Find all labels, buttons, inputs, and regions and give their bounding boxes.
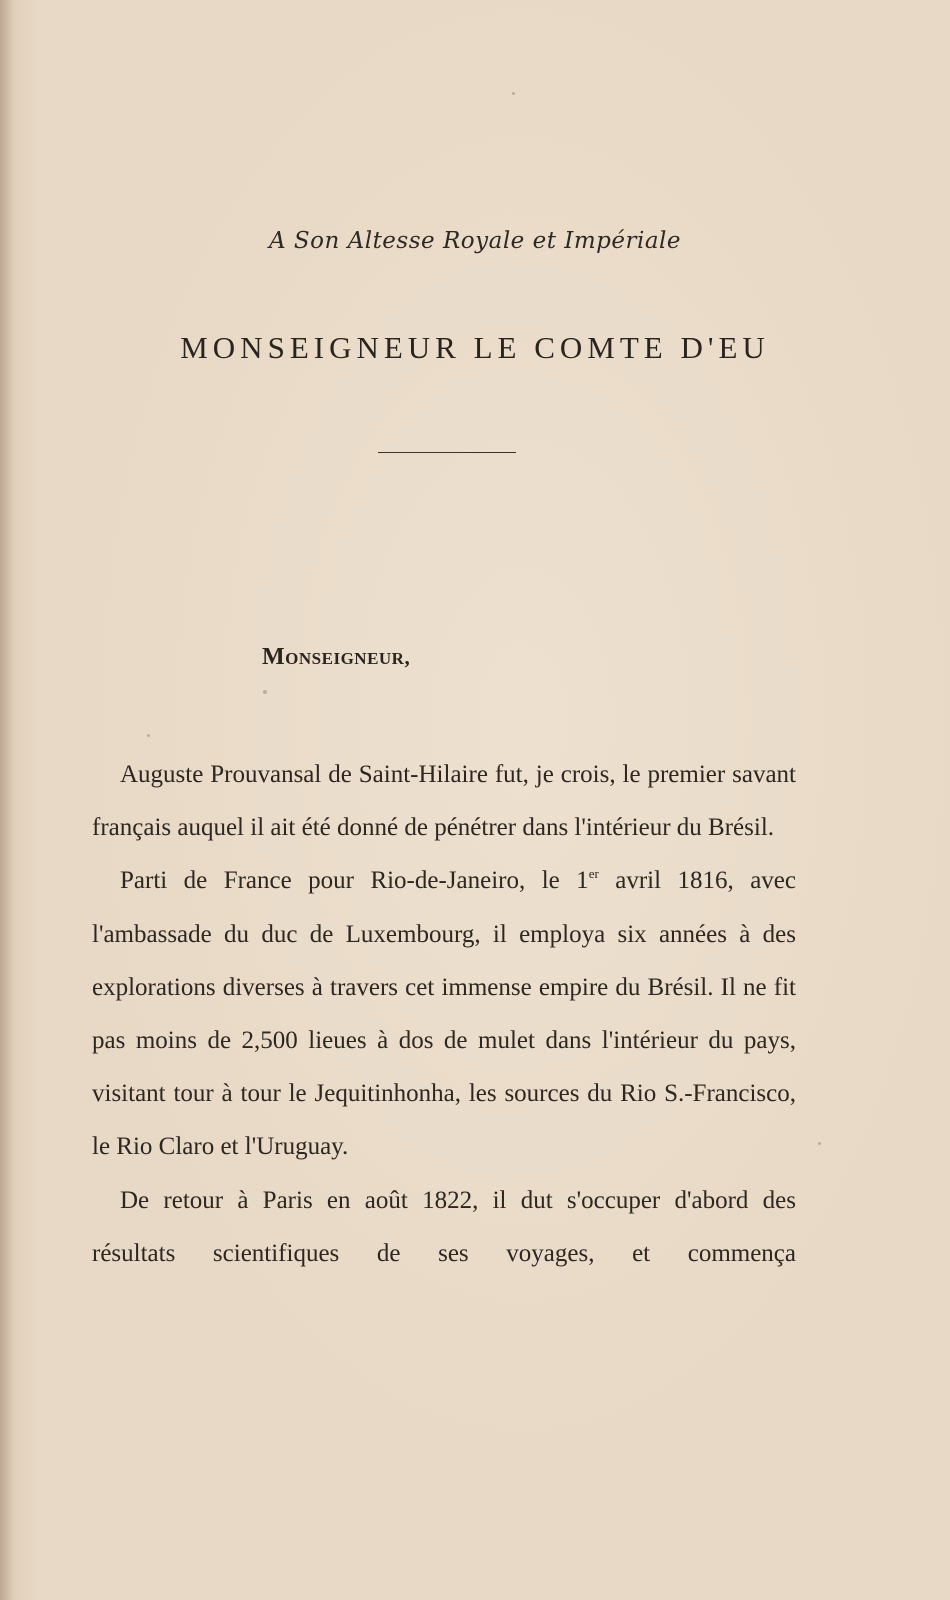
paragraph-3: De retour à Paris en août 1822, il dut s'occuper d'abord des résultats scientifiques de ses voyages, et commença: [92, 1186, 796, 1267]
paragraph-1: Auguste Prouvansal de Saint-Hilaire fut, je crois, le premier savant français auquel il ait été donné de pénétrer dans l'intérieur du Brésil.: [92, 761, 796, 842]
salutation: [262, 644, 410, 671]
ordinal-superscript: er: [588, 866, 599, 882]
paper-speck: [147, 734, 150, 737]
paragraph-2-start: Parti de France pour Rio-de-Janeiro, le 1: [120, 867, 589, 895]
body-text: [92, 748, 796, 1280]
paper-speck: [512, 92, 515, 95]
salutation-rest: ONSEIGNEUR: [285, 649, 405, 668]
salutation-punctuation: ,: [404, 645, 411, 669]
horizontal-rule: [378, 452, 516, 453]
paper-speck: [818, 1142, 821, 1145]
paragraph-2-end: avril 1816, avec l'ambassade du duc de Luxembourg, il employa six années à des explorations diverses à travers cet immense empire du Brésil. Il ne fit pas moins de 2,500 lieues à dos de mulet dans l'intérieur du pays, visitant tour à tour le Jequitinhonha, les sources du Rio S.-Francisco, le Rio Claro et l'Uruguay.: [92, 867, 796, 1161]
dedication-line: A Son Altesse Royale et Impériale: [268, 228, 682, 254]
paragraph-2: [92, 854, 796, 1173]
salutation-initial: M: [262, 644, 286, 670]
dedication-title: MONSEIGNEUR LE COMTE D'EU: [180, 330, 770, 365]
paper-speck: [263, 690, 267, 694]
